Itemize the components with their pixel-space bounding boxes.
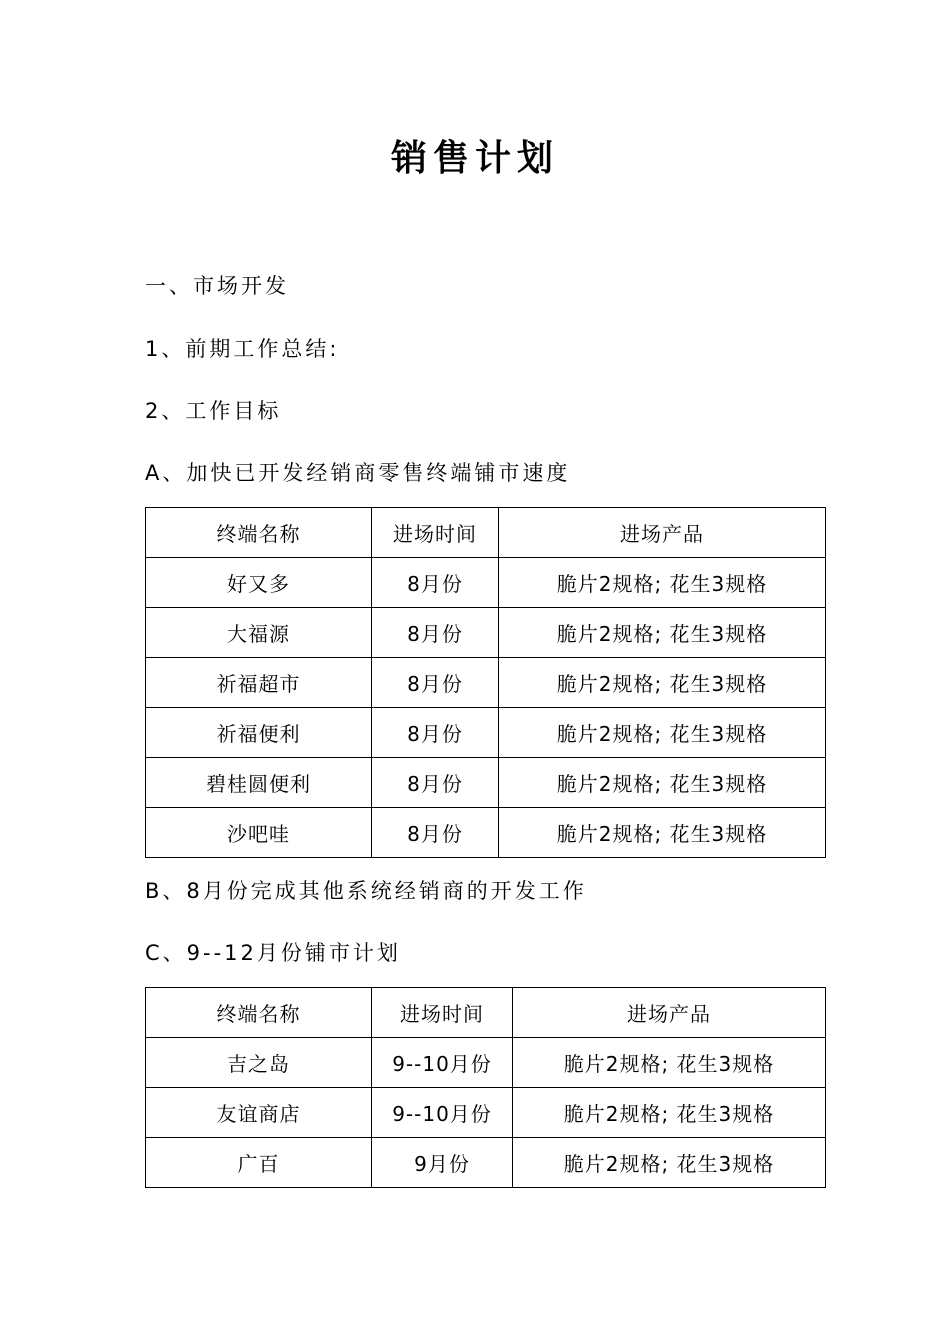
item-b: B、8月份完成其他系统经销商的开发工作 bbox=[145, 879, 587, 903]
terminal-table-2 bbox=[145, 987, 826, 1188]
terminal-table-1 bbox=[145, 507, 826, 858]
item-previous-summary: 1、前期工作总结: bbox=[145, 337, 340, 361]
header-entry-product: 进场产品 bbox=[513, 988, 826, 1038]
table-row bbox=[146, 658, 826, 708]
cell-terminal-name: 祈福便利 bbox=[146, 708, 372, 758]
cell-entry-time: 8月份 bbox=[372, 808, 499, 858]
cell-terminal-name: 大福源 bbox=[146, 608, 372, 658]
cell-entry-time: 8月份 bbox=[372, 658, 499, 708]
cell-terminal-name: 沙吧哇 bbox=[146, 808, 372, 858]
cell-entry-product: 脆片2规格; 花生3规格 bbox=[499, 558, 826, 608]
cell-entry-product: 脆片2规格; 花生3规格 bbox=[513, 1138, 826, 1188]
cell-entry-product: 脆片2规格; 花生3规格 bbox=[513, 1038, 826, 1088]
cell-terminal-name: 吉之岛 bbox=[146, 1038, 372, 1088]
table-header-row bbox=[146, 988, 826, 1038]
header-entry-product: 进场产品 bbox=[499, 508, 826, 558]
header-entry-time: 进场时间 bbox=[372, 988, 513, 1038]
cell-terminal-name: 友谊商店 bbox=[146, 1088, 372, 1138]
cell-entry-time: 8月份 bbox=[372, 608, 499, 658]
table-row bbox=[146, 758, 826, 808]
item-c: C、9--12月份铺市计划 bbox=[145, 941, 401, 965]
table-row bbox=[146, 808, 826, 858]
header-terminal-name: 终端名称 bbox=[146, 988, 372, 1038]
cell-terminal-name: 广百 bbox=[146, 1138, 372, 1188]
cell-entry-product: 脆片2规格; 花生3规格 bbox=[499, 708, 826, 758]
cell-entry-product: 脆片2规格; 花生3规格 bbox=[513, 1088, 826, 1138]
cell-entry-product: 脆片2规格; 花生3规格 bbox=[499, 808, 826, 858]
cell-entry-time: 8月份 bbox=[372, 758, 499, 808]
cell-entry-product: 脆片2规格; 花生3规格 bbox=[499, 658, 826, 708]
cell-terminal-name: 好又多 bbox=[146, 558, 372, 608]
cell-terminal-name: 碧桂圆便利 bbox=[146, 758, 372, 808]
table-row bbox=[146, 708, 826, 758]
table-row bbox=[146, 558, 826, 608]
table-header-row bbox=[146, 508, 826, 558]
table-row bbox=[146, 608, 826, 658]
cell-entry-time: 9--10月份 bbox=[372, 1088, 513, 1138]
table-row bbox=[146, 1088, 826, 1138]
cell-entry-time: 8月份 bbox=[372, 708, 499, 758]
cell-entry-product: 脆片2规格; 花生3规格 bbox=[499, 608, 826, 658]
cell-entry-time: 8月份 bbox=[372, 558, 499, 608]
header-terminal-name: 终端名称 bbox=[146, 508, 372, 558]
cell-terminal-name: 祈福超市 bbox=[146, 658, 372, 708]
table-row bbox=[146, 1138, 826, 1188]
table-row bbox=[146, 1038, 826, 1088]
cell-entry-time: 9月份 bbox=[372, 1138, 513, 1188]
page-title: 销售计划 bbox=[390, 138, 559, 179]
cell-entry-time: 9--10月份 bbox=[372, 1038, 513, 1088]
section-heading-market: 一、市场开发 bbox=[145, 274, 289, 298]
item-a: A、加快已开发经销商零售终端铺市速度 bbox=[145, 461, 571, 485]
header-entry-time: 进场时间 bbox=[372, 508, 499, 558]
item-work-goal: 2、工作目标 bbox=[145, 399, 282, 423]
cell-entry-product: 脆片2规格; 花生3规格 bbox=[499, 758, 826, 808]
